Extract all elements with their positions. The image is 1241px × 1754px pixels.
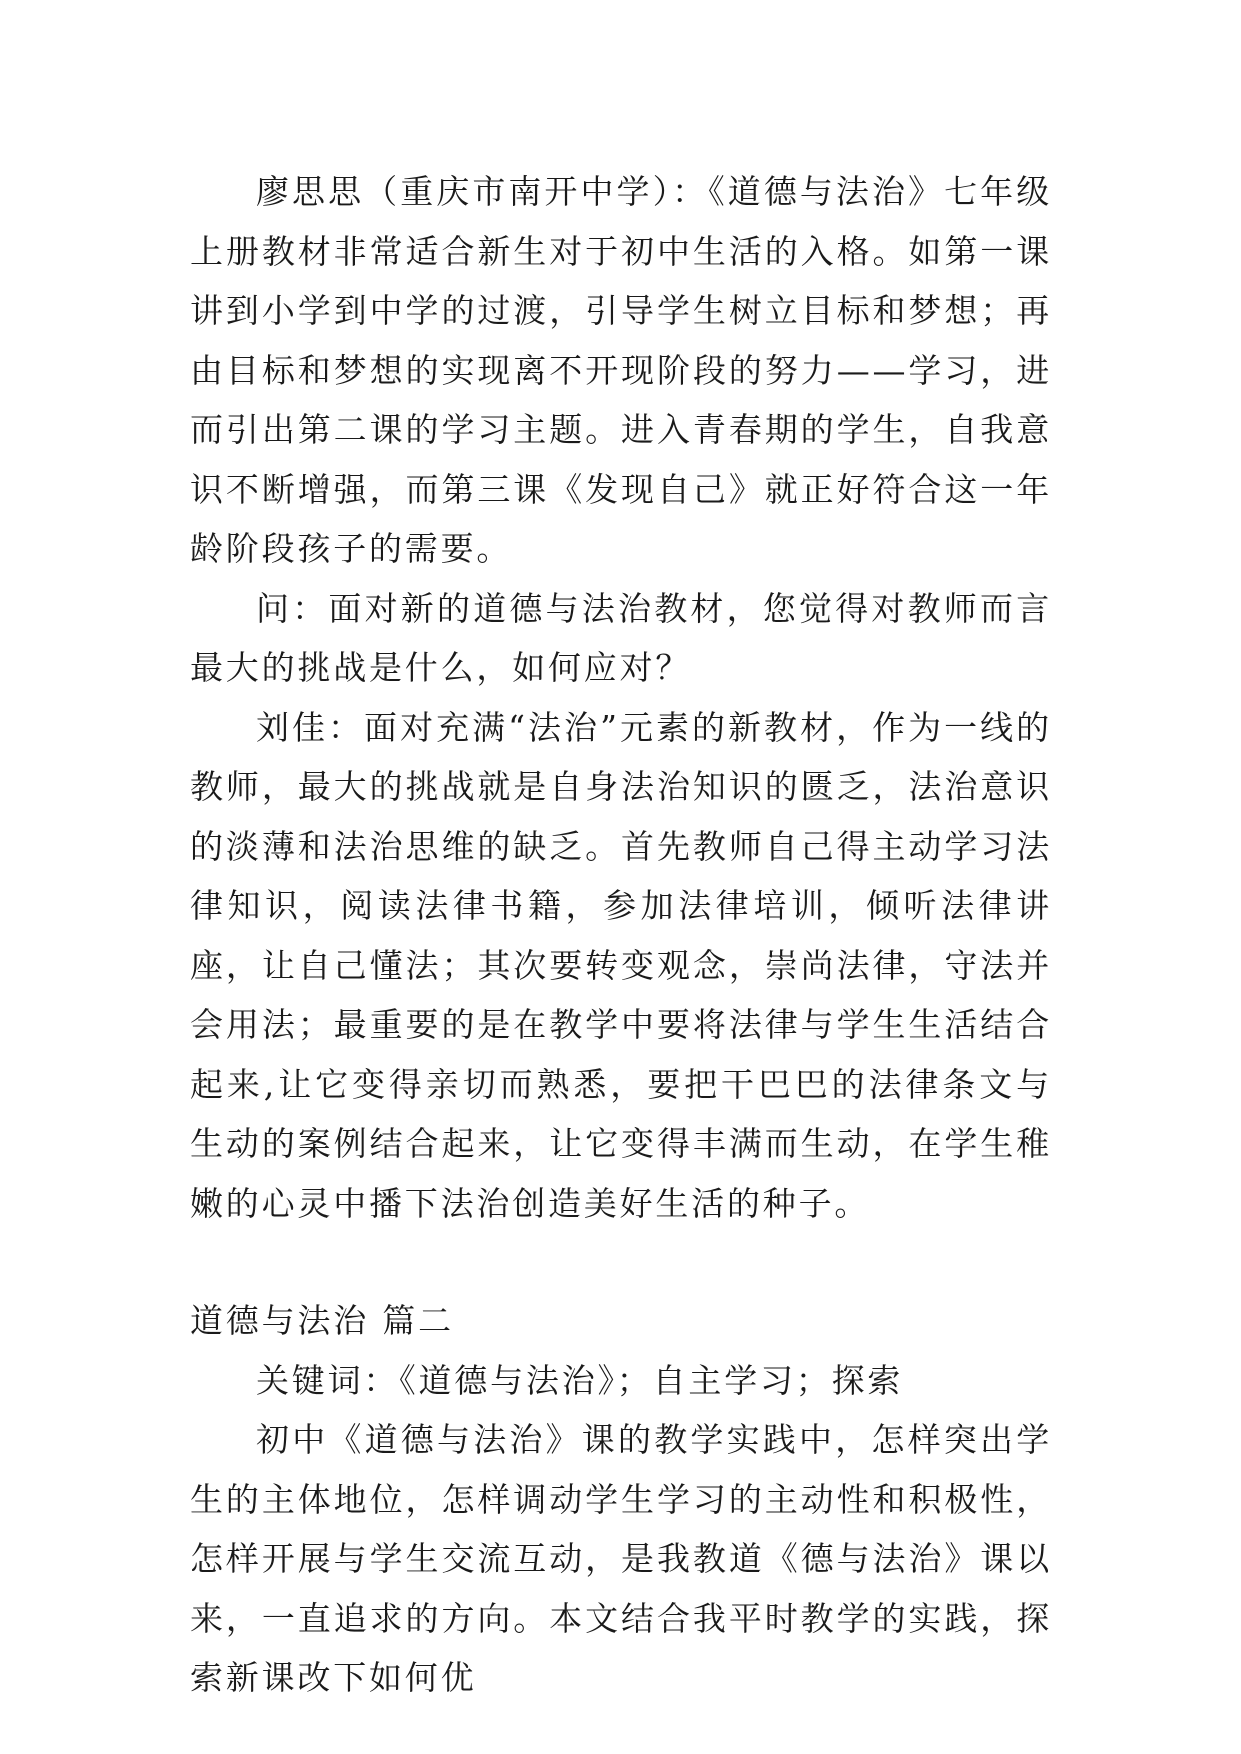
section-title: 道德与法治 篇二 — [190, 1301, 454, 1340]
paragraph-question: 问：面对新的道德与法治教材，您觉得对教师而言最大的挑战是什么，如何应对？ — [190, 588, 1052, 687]
paragraph-intro: 初中《道德与法治》课的教学实践中，怎样突出学生的主体地位，怎样调动学生学习的主动性和积极性，怎样开展与学生交流互动，是我教道《德与法治》课以来，一直追求的方向。本文结合我平时教学的实践，探索新课改下如何优 — [190, 1420, 1052, 1697]
paragraph-liao-sisi: 廖思思（重庆市南开中学）：《道德与法治》七年级上册教材非常适合新生对于初中生活的入格。如第一课讲到小学到中学的过渡，引导学生树立目标和梦想；再由目标和梦想的实现离不开现阶段的努力——学习，进而引出第二课的学习主题。进入青春期的学生，自我意识不断增强，而第三课《发现自己》就正好符合这一年龄阶段孩子的需要。 — [190, 172, 1052, 568]
section-spacer — [190, 1233, 1052, 1291]
paragraph-liu-jia: 刘佳：面对充满“法治”元素的新教材，作为一线的教师，最大的挑战就是自身法治知识的匮乏，法治意识的淡薄和法治思维的缺乏。首先教师自己得主动学习法律知识，阅读法律书籍，参加法律培训，倾听法律讲座，让自己懂法；其次要转变观念，崇尚法律，守法并会用法；最重要的是在教学中要将法律与学生生活结合起来,让它变得亲切而熟悉，要把干巴巴的法律条文与生动的案例结合起来，让它变得丰满而生动，在学生稚嫩的心灵中播下法治创造美好生活的种子。 — [190, 707, 1052, 1223]
paragraph-keywords: 关键词：《道德与法治》；自主学习；探索 — [256, 1360, 904, 1400]
document-body — [190, 162, 1052, 1708]
